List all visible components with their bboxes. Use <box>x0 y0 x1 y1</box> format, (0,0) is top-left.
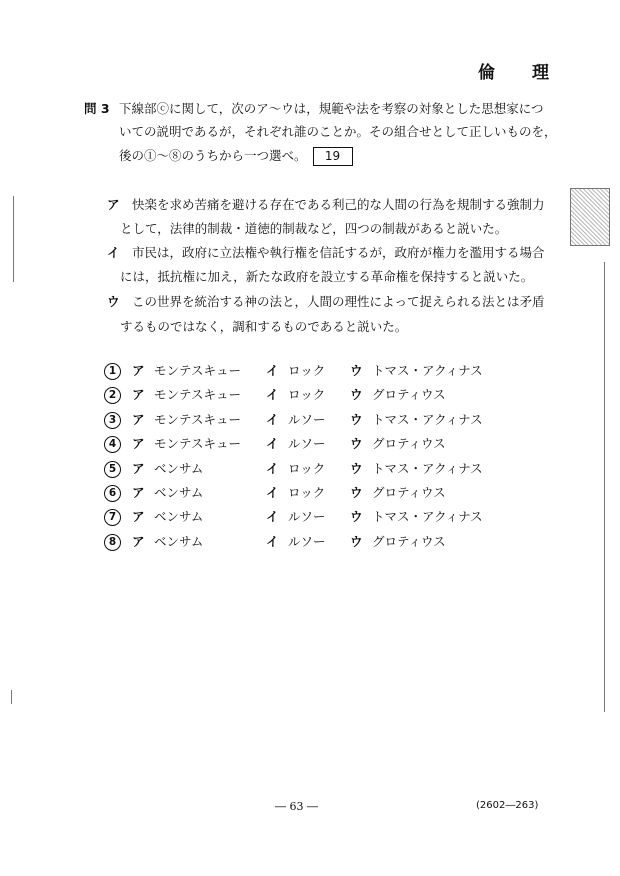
option-label-a: ア <box>132 387 145 403</box>
option-label-u: ウ <box>350 436 363 452</box>
option-label-u: ウ <box>350 533 363 549</box>
option-row[interactable] <box>0 483 620 503</box>
option-answer-i: ロック <box>288 485 326 500</box>
option-number: 6 <box>104 485 121 502</box>
statement-i-line-1 <box>107 243 545 261</box>
option-answer-a: ベンサム <box>154 460 204 476</box>
option-answer-a: モンテスキュー <box>154 363 242 378</box>
question-line-2: いての説明であるが，それぞれ誰のことか。その組合せとして正しいものを， <box>119 124 557 139</box>
question-number: 問 3 <box>84 101 110 116</box>
page-number: ― 63 ― <box>275 800 318 813</box>
option-answer-a: モンテスキュー <box>154 436 242 452</box>
option-label-u: ウ <box>350 509 363 525</box>
option-row[interactable] <box>0 507 620 527</box>
option-answer-u: トマス・アクィナス <box>372 411 483 427</box>
index-tab-mark <box>570 188 610 246</box>
option-answer-u: トマス・アクィナス <box>372 509 483 525</box>
option-label-a: ア <box>132 509 145 525</box>
exam-code: (2602―263) <box>476 800 539 811</box>
statement-a-text-2: として，法律的制裁・道徳的制裁など，四つの制裁があると説いた。 <box>120 221 508 236</box>
option-label-u: ウ <box>350 411 363 427</box>
option-answer-u: グロティウス <box>372 387 446 403</box>
option-answer-a: モンテスキュー <box>154 411 242 427</box>
option-label-a: ア <box>132 411 145 427</box>
option-label-u: ウ <box>350 460 363 476</box>
statement-i-label: イ <box>107 245 120 260</box>
scan-edge-line <box>13 196 14 282</box>
statement-u-line-1 <box>107 292 545 310</box>
option-number: 8 <box>104 534 121 551</box>
question-line-1: 下線部ⓒに関して，次のア～ウは，規範や法を考察の対象とした思想家につ <box>119 101 544 116</box>
option-answer-a: ベンサム <box>154 509 204 525</box>
option-number: 5 <box>104 461 121 478</box>
option-answer-i: ルソー <box>288 411 326 427</box>
option-answer-u: トマス・アクィナス <box>372 363 483 378</box>
option-row[interactable] <box>0 385 620 405</box>
option-number: 1 <box>104 363 121 380</box>
option-label-i: イ <box>266 436 279 452</box>
option-row[interactable] <box>0 532 620 552</box>
option-answer-a: ベンサム <box>154 533 204 549</box>
option-label-u: ウ <box>350 387 363 403</box>
option-label-i: イ <box>266 509 279 525</box>
option-label-u: ウ <box>350 363 363 378</box>
option-answer-u: グロティウス <box>372 533 446 549</box>
option-row[interactable] <box>0 434 620 454</box>
option-label-i: イ <box>266 485 279 500</box>
statement-i-text-1: 市民は，政府に立法権や執行権を信託するが，政府が権力を濫用する場合 <box>132 245 545 260</box>
option-answer-i: ルソー <box>288 509 326 525</box>
option-answer-a: ベンサム <box>154 485 204 500</box>
statement-u-text-1: この世界を統治する神の法と，人間の理性によって捉えられる法とは矛盾 <box>132 294 545 309</box>
subject-title: 倫 理 <box>478 63 559 83</box>
answer-box[interactable]: 19 <box>313 147 353 166</box>
option-label-i: イ <box>266 533 279 549</box>
scan-edge-line-right <box>604 262 605 712</box>
option-answer-u: グロティウス <box>372 436 446 452</box>
option-answer-u: グロティウス <box>372 485 446 500</box>
option-answer-i: ロック <box>288 460 326 476</box>
question-line-3-text: 後の①～⑧のうちから一つ選べ。 <box>119 148 307 163</box>
scan-edge-mark <box>11 690 12 704</box>
statement-a-text-1: 快楽を求め苦痛を避ける存在である利己的な人間の行為を規制する強制力 <box>132 197 545 212</box>
option-number: 2 <box>104 387 121 404</box>
option-answer-u: トマス・アクィナス <box>372 460 483 476</box>
option-label-i: イ <box>266 411 279 427</box>
option-answer-i: ルソー <box>288 436 326 452</box>
statement-u-text-2: するものではなく，調和するものであると説いた。 <box>120 319 408 334</box>
option-label-i: イ <box>266 363 279 378</box>
statement-a-label: ア <box>107 197 120 212</box>
option-label-a: ア <box>132 533 145 549</box>
option-number: 4 <box>104 436 121 453</box>
statement-u-label: ウ <box>107 294 120 309</box>
option-answer-a: モンテスキュー <box>154 387 242 403</box>
option-label-u: ウ <box>350 485 363 500</box>
option-label-a: ア <box>132 363 145 378</box>
option-number: 7 <box>104 509 121 526</box>
option-row[interactable] <box>0 361 620 381</box>
option-answer-i: ロック <box>288 363 326 378</box>
option-label-i: イ <box>266 460 279 476</box>
option-label-a: ア <box>132 460 145 476</box>
option-row[interactable] <box>0 410 620 430</box>
option-label-i: イ <box>266 387 279 403</box>
option-answer-i: ロック <box>288 387 326 403</box>
option-row[interactable] <box>0 459 620 479</box>
statement-i-text-2: には，抵抗権に加え，新たな政府を設立する革命権を保持すると説いた。 <box>120 269 534 284</box>
question-line-3 <box>119 146 353 166</box>
option-label-a: ア <box>132 485 145 500</box>
option-number: 3 <box>104 412 121 429</box>
statement-a-line-1 <box>107 195 545 213</box>
option-label-a: ア <box>132 436 145 452</box>
option-answer-i: ルソー <box>288 533 326 549</box>
